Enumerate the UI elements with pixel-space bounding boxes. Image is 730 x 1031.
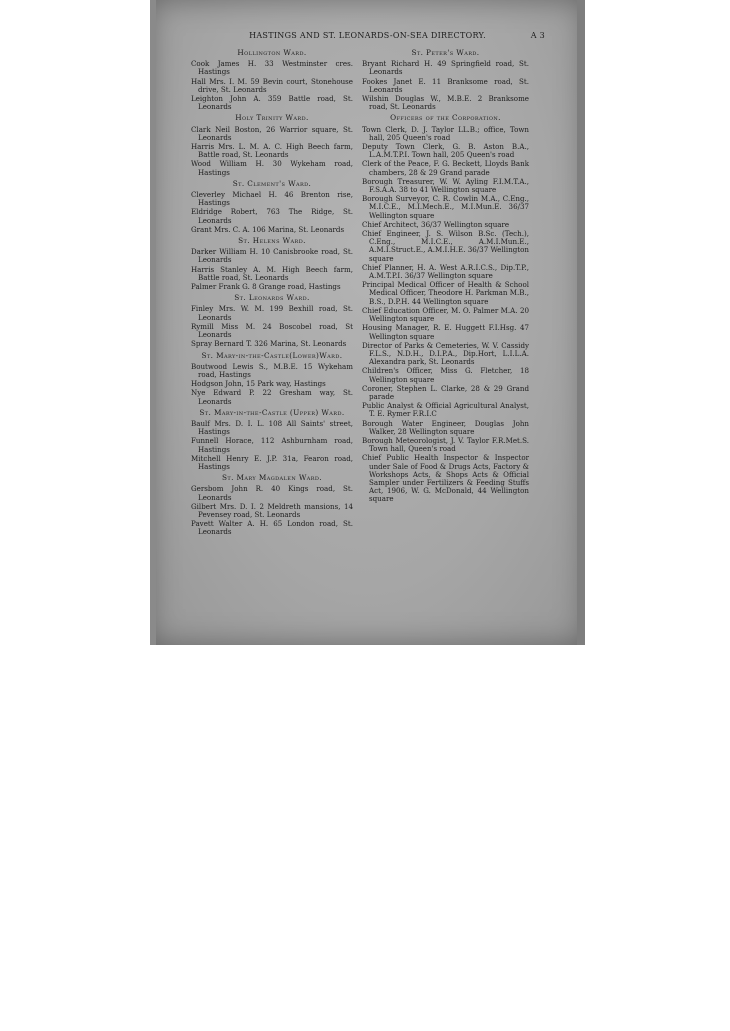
- directory-entry: Finley Mrs. W. M. 199 Bexhill road, St. Leonards: [191, 304, 353, 322]
- directory-entry: Harris Mrs. L. M. A. C. High Beech farm, Battle road, St. Leonards: [191, 142, 353, 160]
- directory-entry: Mitchell Henry E. J.P. 31a, Fearon road, Hastings: [191, 453, 353, 471]
- directory-entry: Rymill Miss M. 24 Boscobel road, St Leonards: [191, 321, 353, 340]
- directory-entry: Chief Engineer, J. S. Wilson B.Sc. (Tech.), C.Eng., M.I.C.E., A.M.I.Mun.E., A.M.I.Struct.E., A.M.I.H.E. 36/37 Wellington square: [362, 229, 529, 263]
- directory-entry: Principal Medical Officer of Health & School Medical Officer, Theodore H. Parkman M.B., B.S., D.P.H. 44 Wellington square: [362, 280, 529, 306]
- directory-entry: Chief Planner, H. A. West A.R.I.C.S., Dip.T.P., A.M.T.P.I. 36/37 Wellington square: [362, 262, 529, 281]
- scanned-page: [150, 0, 585, 645]
- section-heading: St. Peter's Ward.: [411, 48, 480, 57]
- section-heading: St. Mary-in-the-Castle (Upper) Ward.: [199, 407, 345, 417]
- directory-entry: Chief Education Officer, M. O. Palmer M.A. 20 Wellington square: [362, 305, 529, 324]
- directory-entry: Baulf Mrs. D. I. L. 108 All Saints' street, Hastings: [191, 418, 353, 437]
- directory-entry: Borough Treasurer, W. W. Ayling F.I.M.T.A., F.S.A.A. 38 to 41 Wellington square: [362, 176, 529, 195]
- directory-entry: Clark Neil Boston, 26 Warrior square, St. Leonards: [191, 124, 353, 142]
- directory-entry: Funnell Horace, 112 Ashburnham road, Hastings: [191, 436, 353, 454]
- section-heading: St. Helens Ward.: [238, 236, 306, 246]
- directory-entry: Coroner, Stephen L. Clarke, 28 & 29 Grand parade: [362, 383, 529, 401]
- directory-entry: Boutwood Lewis S., M.B.E. 15 Wykeham road, Hastings: [191, 361, 353, 379]
- directory-entry: Leighton John A. 359 Battle road, St. Leonards: [191, 94, 353, 112]
- page-number: A 3: [530, 31, 545, 40]
- section-heading: St. Mary Magdalen Ward.: [221, 473, 323, 483]
- section-heading: St. Clement's Ward.: [232, 178, 312, 188]
- running-header: [190, 31, 545, 43]
- directory-entry: Gilbert Mrs. D. I. 2 Meldreth mansions, 14 Pevensey road, St. Leonards: [191, 501, 353, 519]
- directory-entry: Cleverley Michael H. 46 Brenton rise, Hastings: [191, 190, 353, 208]
- directory-entry: Town Clerk, D. J. Taylor LL.B.; office, Town hall, 205 Queen's road: [362, 124, 529, 142]
- directory-entry: Cook James H. 33 Westminster cres. Hastings: [191, 59, 353, 77]
- directory-entry: Harris Stanley A. M. High Beech farm, Battle road, St. Leonards: [191, 264, 353, 282]
- directory-entry: Wilshin Douglas W., M.B.E. 2 Branksome road, St. Leonards: [362, 94, 529, 112]
- directory-entry: Deputy Town Clerk, G. B. Aston B.A., L.A.M.T.P.I. Town hall, 205 Queen's road: [362, 142, 529, 160]
- directory-entry: Nye Edward P. 22 Gresham way, St. Leonards: [191, 388, 353, 406]
- directory-entry: Clerk of the Peace, F. G. Beckett, Lloyds Bank chambers, 28 & 29 Grand parade: [362, 159, 529, 177]
- directory-entry: Darker William H. 10 Canisbrooke road, St. Leonards: [191, 247, 353, 265]
- left-column: [191, 46, 353, 538]
- directory-entry: Hodgson John, 15 Park way, Hastings: [191, 379, 326, 389]
- section-heading: Officers of the Corporation.: [390, 113, 501, 123]
- directory-entry: Chief Architect, 36/37 Wellington square: [362, 219, 510, 229]
- directory-entry: Hall Mrs. I. M. 59 Bevin court, Stonehouse drive, St. Leonards: [191, 76, 353, 94]
- directory-entry: Chief Public Health Inspector & Inspector under Sale of Food & Drugs Acts, Factory & Workshops Acts, & Shops Acts & Official Sampler under Fertilizers & Feeding Stuffs Act, 1906, W. G. McDonald, 44 Wellington square: [362, 453, 529, 504]
- section-heading: Holy Trinity Ward.: [235, 113, 309, 123]
- directory-entry: Fookes Janet E. 11 Branksome road, St. Leonards: [362, 76, 529, 94]
- directory-entry: Pavett Walter A. H. 65 London road, St. Leonards: [191, 519, 353, 537]
- directory-entry: Borough Surveyor, C. R. Cowlin M.A., C.Eng., M.I.C.E., M.I.Mech.E., M.I.Mun.E. 36/37 Wellington square: [362, 194, 529, 220]
- directory-entry: Spray Bernard T. 326 Marina, St. Leonards: [191, 339, 347, 349]
- directory-entry: Borough Water Engineer, Douglas John Walker, 28 Wellington square: [362, 418, 529, 436]
- page-edge-right: [577, 0, 585, 645]
- directory-entry: Children's Officer, Miss G. Fletcher, 18 Wellington square: [362, 366, 529, 384]
- directory-entry: Bryant Richard H. 49 Springfield road, St. Leonards: [362, 59, 529, 77]
- directory-entry: Wood William H. 30 Wykeham road, Hastings: [191, 159, 353, 177]
- page-edge-left: [150, 0, 156, 645]
- section-heading: St. Mary-in-the-Castle(Lower)Ward.: [201, 350, 343, 360]
- directory-entry: Housing Manager, R. E. Huggett F.I.Hsg. 47 Wellington square: [362, 323, 529, 341]
- directory-entry: Public Analyst & Official Agricultural Analyst, T. E. Rymer F.R.I.C: [362, 401, 529, 419]
- directory-entry: Gersbom John R. 40 Kings road, St. Leonards: [191, 484, 353, 502]
- directory-entry: Borough Meteorologist, J. V. Taylor F.R.Met.S. Town hall, Queen's road: [362, 435, 529, 454]
- directory-entry: Palmer Frank G. 8 Grange road, Hastings: [191, 282, 341, 292]
- directory-entry: Grant Mrs. C. A. 106 Marina, St. Leonards: [191, 224, 345, 234]
- section-heading: St. Leonards Ward.: [234, 293, 310, 303]
- directory-entry: Eldridge Robert, 763 The Ridge, St. Leonards: [191, 207, 353, 225]
- directory-entry: Director of Parks & Cemeteries, W. V. Cassidy F.L.S., N.D.H., D.I.P.A., Dip.Hort, L.I.L.A. Alexandra park, St. Leonards: [362, 340, 529, 367]
- directory-title: HASTINGS AND ST. LEONARDS-ON-SEA DIRECTORY.: [249, 31, 486, 40]
- right-column: [362, 46, 529, 505]
- section-heading: Hollington Ward.: [237, 48, 307, 57]
